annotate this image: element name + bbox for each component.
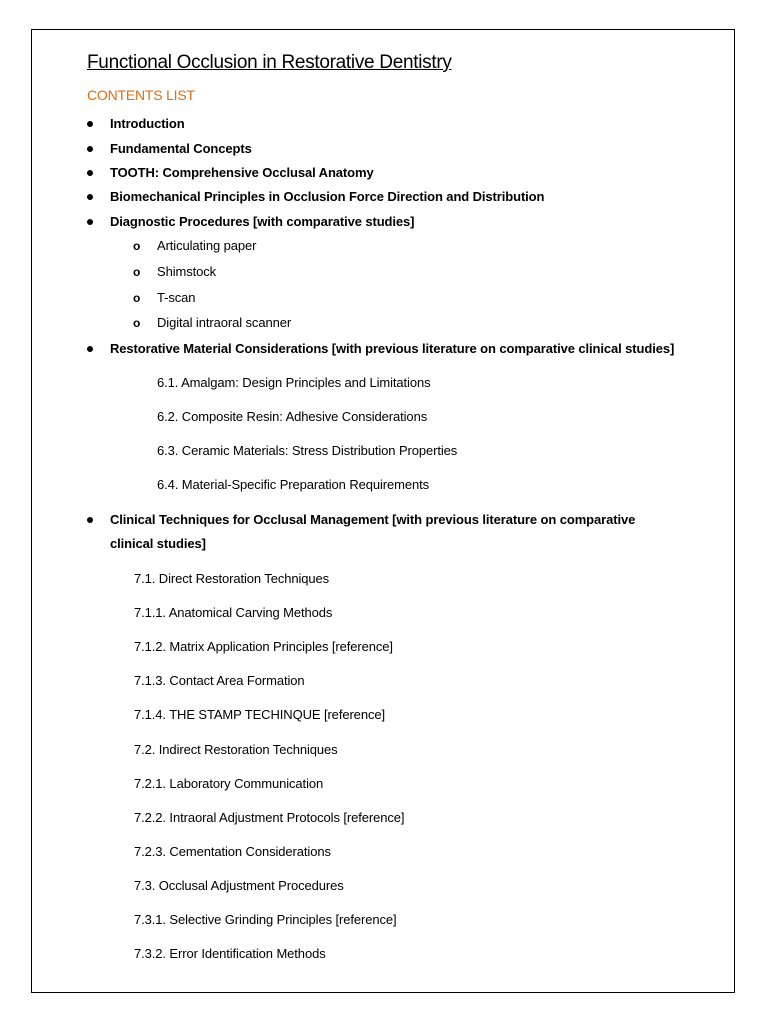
list-item-introduction: Introduction xyxy=(110,116,185,131)
contents-heading: CONTENTS LIST xyxy=(87,87,195,103)
sub-bullet-icon: o xyxy=(133,291,141,305)
sub-bullet-icon: o xyxy=(133,239,141,253)
sub-item-digital-scanner: Digital intraoral scanner xyxy=(157,315,292,330)
bullet-icon xyxy=(87,146,93,152)
sub-item-7-3-1: 7.3.1. Selective Grinding Principles [reference] xyxy=(134,912,397,927)
bullet-icon xyxy=(87,194,93,200)
sub-item-articulating-paper: Articulating paper xyxy=(157,238,257,253)
list-item-clinical-techniques: Clinical Techniques for Occlusal Management [with previous literature on comparative clinical studies] xyxy=(110,512,636,551)
document-title: Functional Occlusion in Restorative Dentistry xyxy=(87,52,452,73)
sub-item-7-3-2: 7.3.2. Error Identification Methods xyxy=(134,946,326,961)
sub-item-7-1-4: 7.1.4. THE STAMP TECHINQUE [reference] xyxy=(134,707,385,722)
sub-item-6-3: 6.3. Ceramic Materials: Stress Distribution Properties xyxy=(157,443,458,458)
list-item-tooth-anatomy: TOOTH: Comprehensive Occlusal Anatomy xyxy=(110,165,374,180)
list-item-diagnostic-procedures: Diagnostic Procedures [with comparative studies] xyxy=(110,214,415,229)
sub-item-7-2-2: 7.2.2. Intraoral Adjustment Protocols [reference] xyxy=(134,810,405,825)
sub-item-7-1-3: 7.1.3. Contact Area Formation xyxy=(134,673,305,688)
bullet-icon xyxy=(87,170,93,176)
sub-item-7-3: 7.3. Occlusal Adjustment Procedures xyxy=(134,878,344,893)
sub-bullet-icon: o xyxy=(133,265,141,279)
sub-item-shimstock: Shimstock xyxy=(157,264,217,279)
sub-item-7-2: 7.2. Indirect Restoration Techniques xyxy=(134,742,338,757)
list-item-biomechanical-principles: Biomechanical Principles in Occlusion Force Direction and Distribution xyxy=(110,189,545,204)
sub-item-6-1: 6.1. Amalgam: Design Principles and Limitations xyxy=(157,375,431,390)
sub-bullet-icon: o xyxy=(133,316,141,330)
bullet-icon xyxy=(87,121,93,127)
sub-item-7-1-1: 7.1.1. Anatomical Carving Methods xyxy=(134,605,333,620)
sub-item-7-2-3: 7.2.3. Cementation Considerations xyxy=(134,844,331,859)
bullet-icon xyxy=(87,517,93,523)
sub-item-t-scan: T-scan xyxy=(157,290,196,305)
sub-item-7-1-2: 7.1.2. Matrix Application Principles [reference] xyxy=(134,639,393,654)
list-item-fundamental-concepts: Fundamental Concepts xyxy=(110,141,252,156)
list-item-restorative-materials: Restorative Material Considerations [with previous literature on comparative clinical studies] xyxy=(110,341,675,356)
bullet-icon xyxy=(87,219,93,225)
bullet-icon xyxy=(87,346,93,352)
sub-item-7-2-1: 7.2.1. Laboratory Communication xyxy=(134,776,324,791)
sub-item-7-1: 7.1. Direct Restoration Techniques xyxy=(134,571,330,586)
sub-item-6-4: 6.4. Material-Specific Preparation Requirements xyxy=(157,477,430,492)
sub-item-6-2: 6.2. Composite Resin: Adhesive Considerations xyxy=(157,409,428,424)
